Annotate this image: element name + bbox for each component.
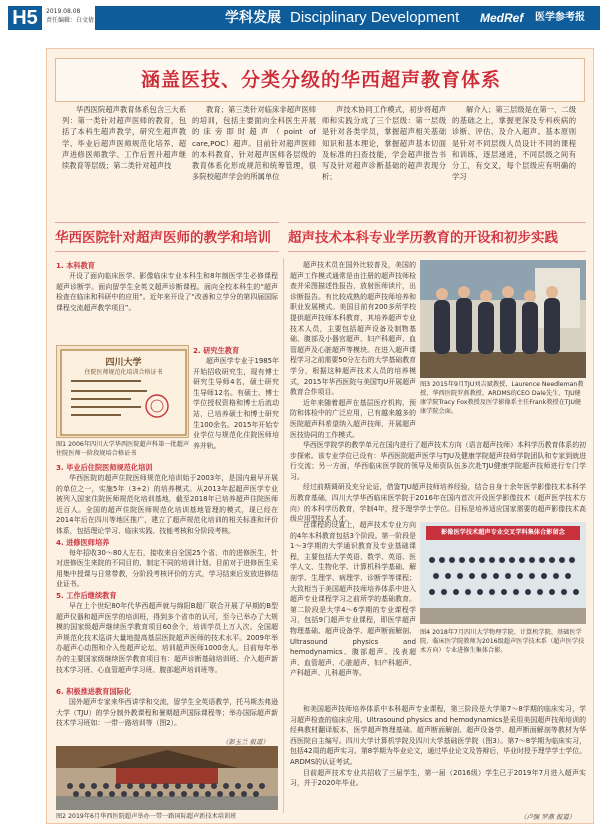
- right-text-block-4: [290, 704, 586, 810]
- left-text-block-1: [56, 260, 278, 344]
- right-text-block-1: [290, 260, 416, 440]
- right-text-block-3: [290, 520, 416, 702]
- paragraph-residency: 华西医院的超声住院医师规范化培训始于2003年，是国内最早开展的单位之一，实施5年（3+2）的培养模式。从2013年起超声医学专业被列入国家住院医师规范化培训基地，截至2018年已培养超声住院医师近百人。全国的超声住院医师规范化培训基地管理的模式，现已经在2014年后在四川等地区推广，建立了超声规范化培训的相关标准和评价体系，包括理论学习、临床实践、技能考核和分阶段考核。: [56, 474, 278, 535]
- title-box: [55, 58, 585, 102]
- editor-credit: 责任编辑：白文倩: [46, 17, 95, 24]
- meeting-photo-illustration: [420, 260, 586, 378]
- page-header: [0, 0, 600, 44]
- figure-2-group-photo: [56, 746, 278, 810]
- right-text-block-2: [290, 440, 586, 524]
- figure-1-certificate: [56, 345, 189, 438]
- certificate-heading: 住院医师规范化培训合格证书: [84, 369, 163, 376]
- right-section-title: 超声技术本科专业学历教育的开设和初步实践: [288, 222, 586, 252]
- paragraph-grad: 超声医学专业于1985年开始招收研究生，现有博士研究生导师4名，硕士研究生导师12名。有硕士、博士学位授权资格和博士后流动站，已培养硕士和博士研究生100余名。2015年开始专业学位与规范化住院医师培养并轨。: [193, 357, 279, 450]
- figure-3-caption: 图3 2015年9月TJU刘吉斌教授、Laurence Needleman教授、华西医院罗燕教授、ARDMS的CEO Dale先生、TJU健康学院Tracy Fox教授及医学影像系主任Frank教授在TJU健康学院会面。: [420, 381, 584, 415]
- paragraph-us-model: 超声技术员在国外比较普及，美国的超声工作模式通常是由注册的超声技师检查并采图描述性报告，放射医师读片，出诊断报告。有比较成熟的超声技师培养和职业发展模式。美国目前有200多所学校提供超声技师本科教育，其培养超声专业技术人员，主要包括超声设备及制物基础、腹部及小器官超声、妇产科超声、血管超声及心脏超声等模块。在进入超声课程学习之前需要50分左右的大学基础教育学分，根据这种超声技术人员的培养模式，2015年华西医院与美国TJU开展超声教育合作项目。: [290, 261, 416, 397]
- figure-4-caption: 图4 2018年7月四川大学物理学院、计算机学院、基础医学院、临床医学院教师为2016级超声医学技术系（超声医学技术方向）专业进修生集体合影。: [420, 629, 585, 654]
- paragraph-curriculum: 在课程的设置上，超声技术专业方向的4年本科教育包括3个阶段。第一阶段是1～3学期的大学通识教育及专业基础课程，主要包括大学英语、数学、英语、医学人文、生物化学、计算机科学基础、解剖学、生理学、病理学、诊断学等课程；大致相当于美国超声技师培养体系中进入超声专业课程学习之前所学的基础教育。第二阶段是大学4～6学期的专业课程学习，包括9门超声专业课程，即医学超声物理基础、超声设备学、超声断面解剖、Ultrasound physics and hemodynamics、腹部超声、浅表超声、血管超声、心脏超声、妇产科超声、产科超声、儿科超声等。: [290, 521, 416, 678]
- subheading-continuing: 5. 工作后继续教育: [56, 590, 117, 600]
- main-title: 涵盖医技、分类分级的华西超声教育体系: [140, 69, 501, 91]
- paragraph-phases: 和美国超声技师培养体系中本科超声专业课程，第三阶段是大学第7～8学期的临床实习，学习超声检查的临床应用。Ultrasound physics and hemodynamics是采用美国超声技师培训的经典教材翻译版本，医学超声物理基础、超声断面解剖、超声设备学、超声断面解剖等教材为华西医院自主编写。四川大学计算机学院及四川大学基础医学院（图3）。第7～8学期为临床实习，包括42周的超声实习。第8学期为毕业论文，通过毕业论文及答辩后，毕业时授予理学学士学位。ARDMS的认证考试。: [290, 705, 586, 766]
- medref-logo: MedRef: [480, 11, 524, 25]
- newspaper-name: 医学参考报: [535, 12, 585, 23]
- figure-1-caption: 图1 2006年四川大学华西医院超声科第一批超声住院医师一阶段规培合格证书: [56, 441, 190, 457]
- subheading-visiting: 4. 进修医师培养: [56, 537, 110, 547]
- paragraph-enrollment: 目前超声技术专业共招收了三届学生，第一届（2016级）学生已于2019年7月进入超声实习，并于2020年毕业。: [290, 768, 586, 788]
- paragraph-continuing: 早在上个世纪80年代华西超声就与绵阳B超厂联合开展了早期的B型超声仪器和超声医学的培训班，得到多个省市的认可，至今已举办了大规模的国家级超声继续医学教育项目60余个，培训学员上万人次。全国超声规范化技术巡讲大量地提高基层医院超声医师的技术水平。2009年举办超声心动图和介入性超声论坛，培训超声医师1000余人。目前每年举办的主要国家级继续医学教育项目有：超声诊断基础培训班、介入超声新技术学习班、心血管超声学习班、腹部超声培训班等。: [56, 601, 278, 674]
- column-name-en: Disciplinary Development: [290, 9, 460, 26]
- left-byline: （彭玉兰 报道）: [222, 738, 269, 746]
- paragraph-program-launch: 经过前期调研及充分论证，借鉴TJU超声技师培养经验，结合自身十余年医学影像技术本科学历教育基础，四川大学华西临床医学院于2016年在国内首次开设医学影像技术（超声医学技术方向）的本科学历教育，学制4年，授予理学学士学位。目标是培养适应国家需要的超声影像技术高级应用型技术人才。: [290, 483, 586, 524]
- paragraph-tju-partnership: 华西医学院学的教学单元在国内进行了超声技术方向（语言超声技师）本科学历教育体系的初步探索。该专业学位已设有：华西医院超声医学与TJU及健康学院超声技师学院团队和专家到就进行交流；另一方面，华西临床医学院的领导及师资队伍多次赴TJU健康学院超声技师进行专门学习。: [290, 441, 586, 481]
- figure-4-class-photo: [420, 522, 586, 624]
- subheading-international: 6. 积极推进教育国际化: [56, 687, 131, 696]
- figure-3-meeting-photo: [420, 260, 586, 378]
- subheading-grad: 2. 研究生教育: [193, 346, 240, 355]
- certificate-university: 四川大学: [105, 358, 142, 368]
- paragraph-international: 国外超声专家来华西讲学和交流，留学生全英语教学，托马斯杰弗逊大学（TJU）的学分制外教课程和暑期超声国际课程等；举办国际超声新技术学习班如：一带一路培训等（图2）。: [56, 698, 278, 728]
- paragraph-demand: 近年来随着超声在基层医疗机构、预防和体检中的广泛应用，已有越来越多的医院超声科希望纳入超声技师，开展超声医技协同的工作模式。: [290, 398, 416, 439]
- subheading-undergrad: 1. 本科教育: [56, 261, 95, 270]
- intro-col-3: 声技术协同工作模式，初步将超声师和实践分成了三个层级：第一层级是针对各类学员，掌握超声相关基础知识和基本理论，掌握超声基本切面及标准的扫查技能，学会超声报告书写及针对超声诊断基础的超声表现分析；: [322, 105, 446, 182]
- left-section-title: 华西医院针对超声医师的教学和培训: [55, 222, 279, 252]
- page-number: H5: [8, 6, 42, 30]
- left-text-grad: [193, 345, 279, 450]
- paragraph-undergrad: 开设了面向临床医学、影像临床专业本科生和8年制医学生必修课程超声诊断学。面向留学生全英文超声诊断课程。面向全校本科生的“超声检查在临床和科研中的应用”。近年来开设了“改善和立学分的第四届国际课程交流超声教学项目”。: [56, 272, 278, 312]
- paragraph-visiting: 每年招收30～80人左右，接收来自全国25个省、市的进修医生，针对进修医生来院的不同目的，制定不同的培训计划。目前对于进修医生采用集中授课与日常带教，分阶段考核评价的方式，学习结束后发放进修结业证书。: [56, 548, 278, 589]
- column-divider: [283, 258, 284, 813]
- left-text-block-3: [56, 686, 278, 736]
- intro-col-1: 华西医院超声教育体系包含三大系列：第一类针对超声医师的教育，包括了本科生超声教学，研究生超声教学、毕业后超声医师规范化培养、超声进修医师教学、工作后晋升超声继续教育等层级；第二类针对超声技: [62, 105, 186, 171]
- right-byline: （卢强 罗燕 报道）: [520, 813, 576, 821]
- left-text-block-2: [56, 462, 278, 684]
- intro-col-4: 解介入；第三层级是在第一、二级的基础之上，掌握更深及专科疾病的诊断、评估、及介入超声。基本原则是针对不同层级人员设计不同的课程和训练，逐层递进，不同层级之间有分工，有交叉，每个层级应有明确的学习: [452, 105, 576, 182]
- intro-col-2: 教育；第三类针对临床非超声医师的培训，包括主要面向全科医生开展的床旁即时超声（point of care,POC）超声。目前针对超声医师的本科教育、针对超声医师各层级的教育体系化形成规范和统筹管理，很多院校超声学会的所属单位: [192, 105, 316, 182]
- subheading-residency: 3. 毕业后住院医师规范化培训: [56, 463, 153, 472]
- class-photo-banner: 影像医学技术超声专业交叉学科集体合影留念: [441, 529, 565, 536]
- column-name-cn: 学科发展: [225, 10, 281, 26]
- figure-2-caption: 图2 2019年6月华西医院超声举办一带一路国际超声新技术培训班: [56, 813, 237, 820]
- issue-date: 2019.08.08: [46, 8, 81, 15]
- group-photo-illustration: [56, 746, 278, 810]
